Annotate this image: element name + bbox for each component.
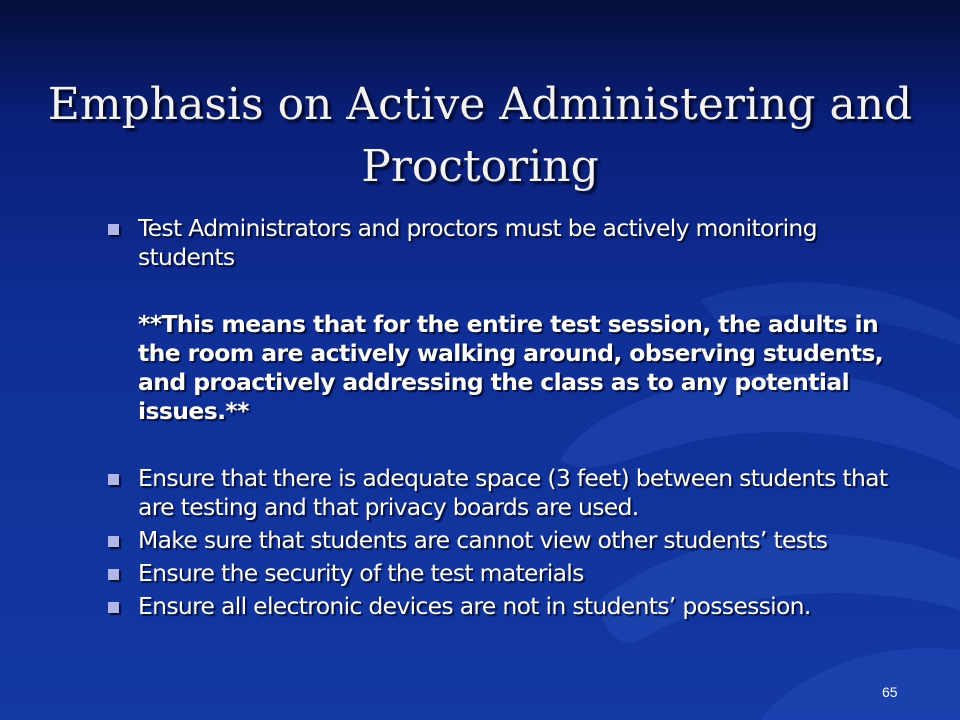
swirl-band-3 (760, 648, 960, 720)
emphasis-note: **This means that for the entire test session, the adults in the room are actively walking around, observing students, and proactively addressing the class as to any potential issues.** (138, 310, 884, 425)
bullet-item-view-tests: Make sure that students are cannot view other students’ tests (106, 526, 896, 555)
slide-body (106, 214, 896, 621)
bullet-item-devices: Ensure all electronic devices are not in students’ possession. (106, 592, 896, 621)
page-number: 65 (882, 684, 898, 700)
spacer (106, 426, 896, 464)
spacer (106, 272, 896, 310)
bullet-item-monitoring: Test Administrators and proctors must be actively monitoring students (106, 214, 896, 272)
bullet-item-spacing: Ensure that there is adequate space (3 feet) between students that are testing and that privacy boards are used. (106, 464, 896, 522)
bullet-item-security: Ensure the security of the test materials (106, 559, 896, 588)
slide-title: Emphasis on Active Administering and Proctoring (47, 79, 913, 192)
